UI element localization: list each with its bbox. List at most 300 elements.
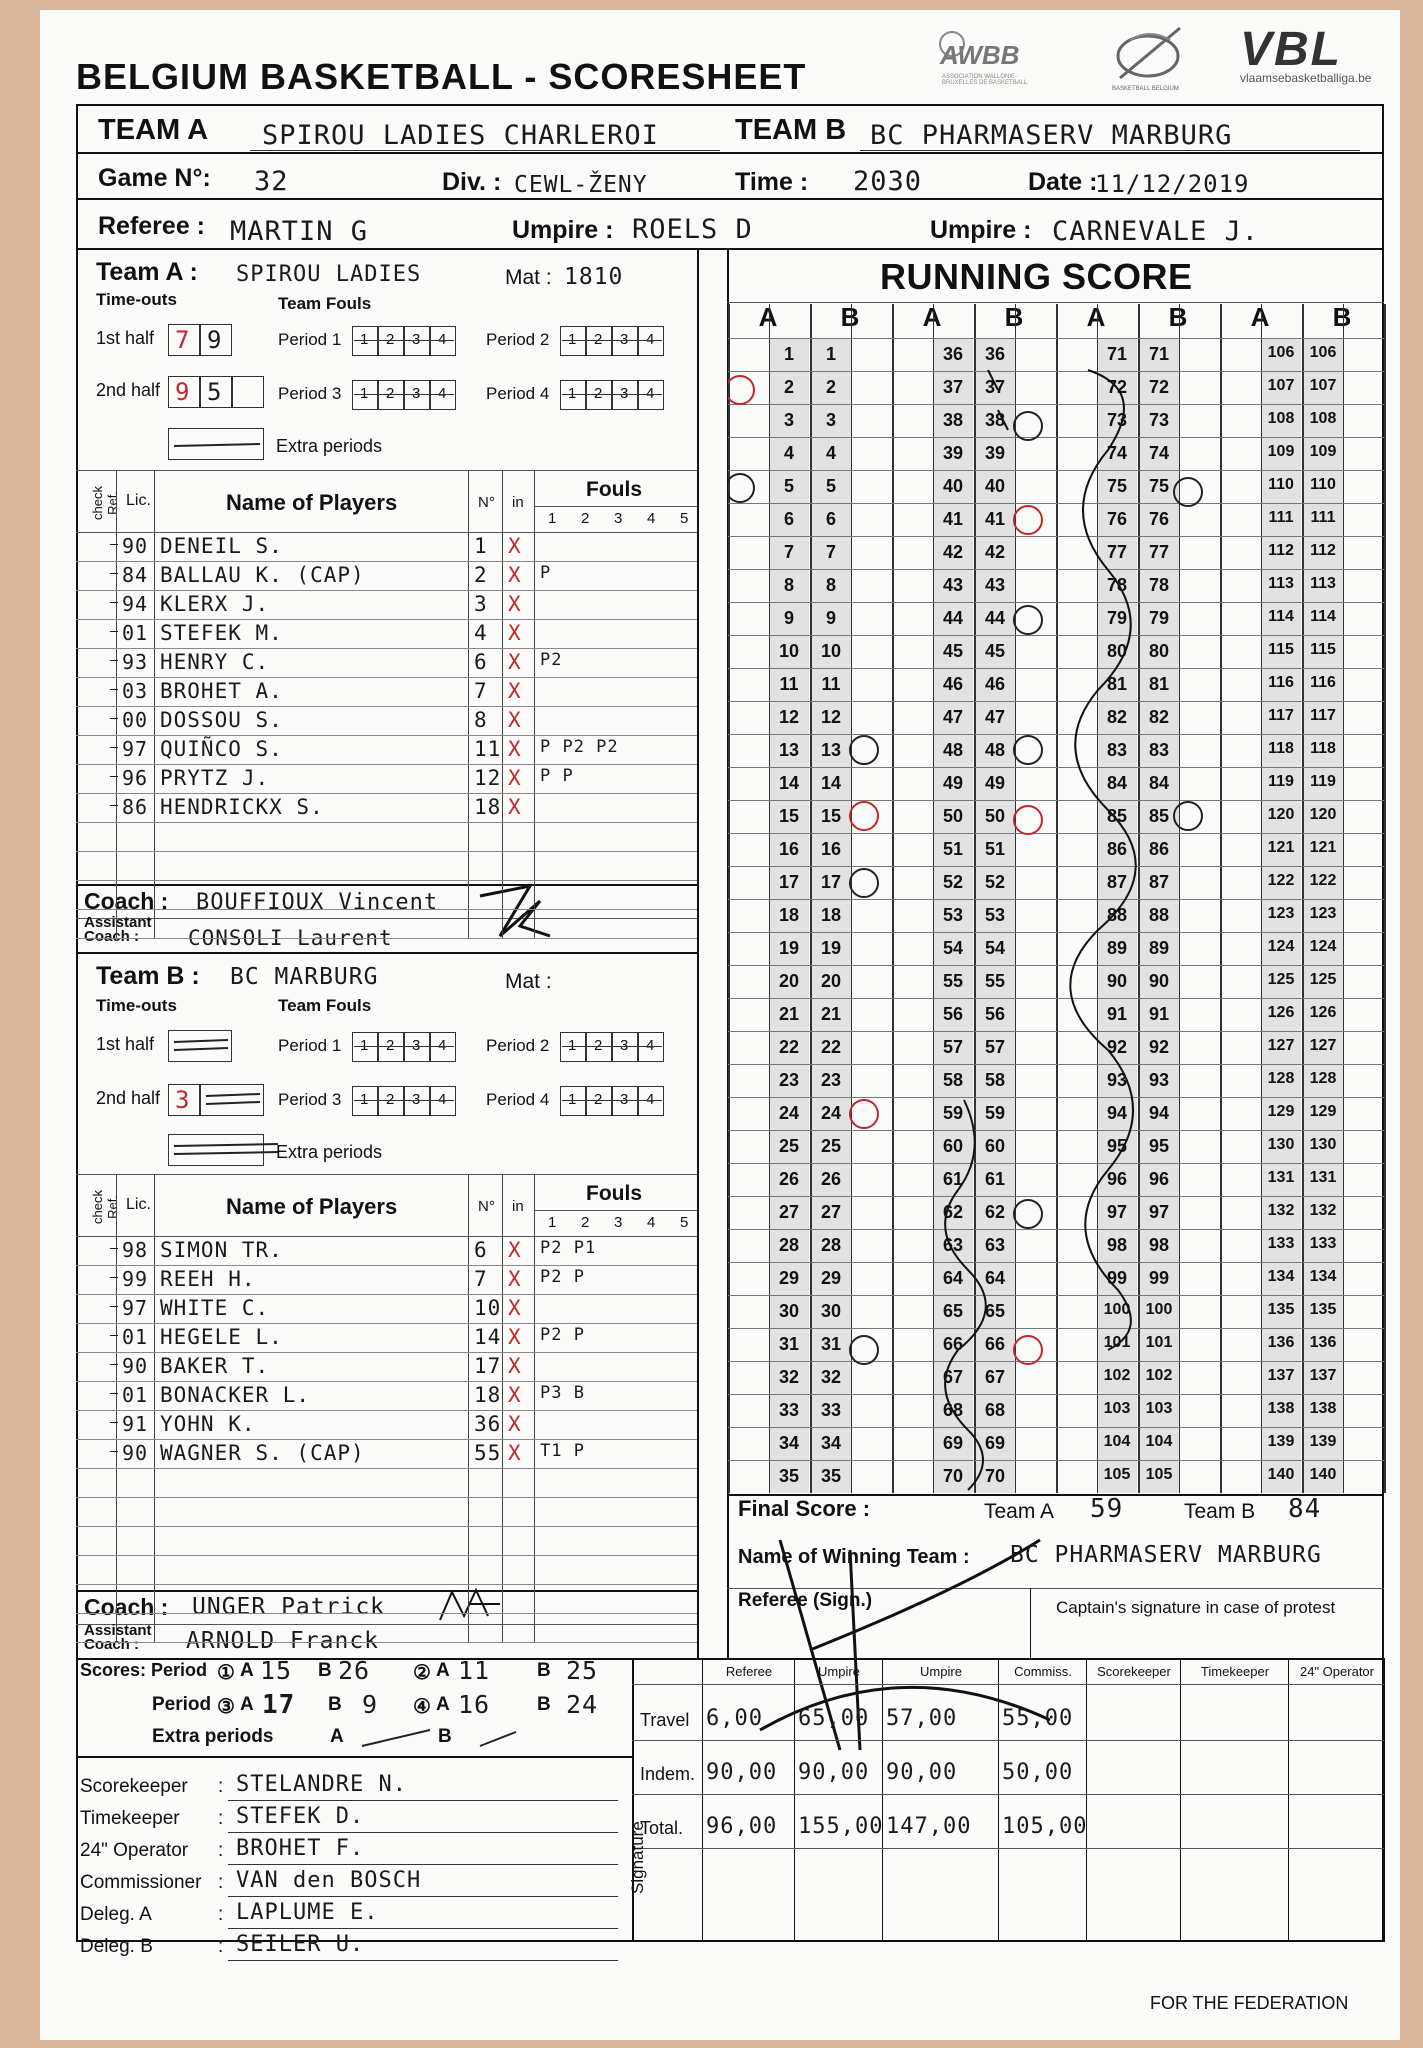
rs-number-b[interactable]: 107 — [1309, 377, 1337, 394]
rs-number-b[interactable]: 67 — [984, 1367, 1006, 1387]
rs-number-a[interactable]: 132 — [1267, 1202, 1295, 1219]
rs-number-b[interactable]: 20 — [820, 971, 842, 991]
rs-number-b[interactable]: 51 — [984, 839, 1006, 859]
rs-number-a[interactable]: 105 — [1103, 1466, 1131, 1483]
rs-number-a[interactable]: 136 — [1267, 1334, 1295, 1351]
rs-number-a[interactable]: 69 — [942, 1433, 964, 1453]
rs-number-b[interactable]: 118 — [1310, 740, 1336, 757]
rs-number-b[interactable]: 120 — [1309, 806, 1337, 823]
rs-number-a[interactable]: 15 — [778, 806, 800, 826]
rs-number-b[interactable]: 35 — [820, 1466, 842, 1486]
rs-number-a[interactable]: 49 — [942, 773, 964, 793]
rs-number-b[interactable]: 70 — [984, 1466, 1006, 1486]
rs-number-b[interactable]: 18 — [820, 905, 842, 925]
rs-number-a[interactable]: 115 — [1268, 641, 1294, 658]
colon: : — [218, 1872, 224, 1893]
player-fouls: P — [540, 563, 552, 583]
rs-number-a[interactable]: 94 — [1106, 1103, 1128, 1123]
rs-number-a[interactable]: 133 — [1267, 1235, 1295, 1252]
rs-number-a[interactable]: 124 — [1267, 938, 1295, 955]
rs-number-a[interactable]: 80 — [1106, 641, 1128, 661]
rs-number-a[interactable]: 21 — [778, 1004, 800, 1024]
rs-number-b[interactable]: 126 — [1309, 1004, 1337, 1021]
rs-number-b[interactable]: 85 — [1148, 806, 1170, 826]
rs-number-b[interactable]: 111 — [1310, 509, 1336, 526]
rs-number-a[interactable]: 61 — [942, 1169, 964, 1189]
rs-number-b[interactable]: 116 — [1310, 674, 1336, 691]
rs-number-b[interactable]: 52 — [984, 872, 1006, 892]
rs-number-a[interactable]: 35 — [778, 1466, 800, 1486]
rs-number-a[interactable]: 138 — [1267, 1400, 1295, 1417]
rs-number-a[interactable]: 129 — [1267, 1103, 1295, 1120]
rs-number-b[interactable]: 21 — [820, 1004, 842, 1024]
rs-number-a[interactable]: 23 — [778, 1070, 800, 1090]
rs-number-a[interactable]: 114 — [1268, 608, 1294, 625]
team-b-period3-label: Period 3 — [278, 1090, 342, 1109]
rs-number-b[interactable]: 19 — [820, 938, 842, 958]
rs-number-a[interactable]: 14 — [778, 773, 800, 793]
rs-number-b[interactable]: 132 — [1309, 1202, 1337, 1219]
rs-number-a[interactable]: 58 — [942, 1070, 964, 1090]
rs-number-b[interactable]: 64 — [984, 1268, 1006, 1288]
rs-number-a[interactable]: 46 — [942, 674, 964, 694]
rs-number-b[interactable]: 138 — [1309, 1400, 1337, 1417]
rs-number-a[interactable]: 89 — [1106, 938, 1128, 958]
rs-number-a[interactable]: 84 — [1106, 773, 1128, 793]
timeout-box[interactable] — [200, 324, 232, 356]
rs-number-a[interactable]: 106 — [1267, 344, 1295, 361]
rs-number-a[interactable]: 117 — [1268, 707, 1294, 724]
rs-number-a[interactable]: 9 — [783, 608, 794, 628]
rs-number-a[interactable]: 64 — [942, 1268, 964, 1288]
rs-number-a[interactable]: 96 — [1106, 1169, 1128, 1189]
rs-number-b[interactable]: 98 — [1148, 1235, 1170, 1255]
rs-number-b[interactable]: 27 — [820, 1202, 842, 1222]
rs-number-a[interactable]: 62 — [942, 1202, 964, 1222]
rs-number-a[interactable]: 134 — [1267, 1268, 1295, 1285]
rs-number-b[interactable]: 87 — [1148, 872, 1170, 892]
rs-number-b[interactable]: 95 — [1148, 1136, 1170, 1156]
rs-number-a[interactable]: 68 — [942, 1400, 964, 1420]
team-b-label: TEAM B — [735, 114, 847, 146]
rs-number-a[interactable]: 74 — [1106, 443, 1128, 463]
rs-number-b[interactable]: 110 — [1310, 476, 1336, 493]
rs-number-a[interactable]: 85 — [1106, 806, 1128, 826]
rs-number-b[interactable]: 43 — [984, 575, 1006, 595]
rs-number-b[interactable]: 22 — [820, 1037, 842, 1057]
rs-number-b[interactable]: 39 — [984, 443, 1006, 463]
rs-number-b[interactable]: 89 — [1148, 938, 1170, 958]
rs-number-b[interactable]: 77 — [1148, 542, 1170, 562]
rs-number-a[interactable]: 40 — [942, 476, 964, 496]
player-name: STEFEK M. — [160, 621, 283, 645]
rs-number-a[interactable]: 38 — [942, 410, 964, 430]
rs-number-a[interactable]: 60 — [942, 1136, 964, 1156]
team-foul-number: 3 — [412, 1037, 421, 1054]
rs-number-b[interactable]: 16 — [820, 839, 842, 859]
rs-number-a[interactable]: 139 — [1267, 1433, 1295, 1450]
rs-number-a[interactable]: 28 — [778, 1235, 800, 1255]
rs-number-b[interactable]: 99 — [1148, 1268, 1170, 1288]
rs-number-a[interactable]: 32 — [778, 1367, 800, 1387]
rs-number-b[interactable]: 33 — [820, 1400, 842, 1420]
rs-number-a[interactable]: 120 — [1267, 806, 1295, 823]
date-label: Date : — [1028, 168, 1098, 196]
rs-number-b[interactable]: 140 — [1309, 1466, 1337, 1483]
rs-number-b[interactable]: 66 — [984, 1334, 1006, 1354]
rs-number-b[interactable]: 82 — [1148, 707, 1170, 727]
rs-number-b[interactable]: 41 — [984, 509, 1006, 529]
rs-number-b[interactable]: 127 — [1309, 1037, 1337, 1054]
rs-number-a[interactable]: 7 — [783, 542, 794, 562]
team-b-period4-label: Period 4 — [486, 1090, 550, 1109]
rs-number-a[interactable]: 27 — [778, 1202, 800, 1222]
player-fouls: P2 P — [540, 1325, 585, 1345]
rs-number-a[interactable]: 71 — [1106, 344, 1128, 364]
rs-number-a[interactable]: 53 — [942, 905, 964, 925]
rs-number-b[interactable]: 7 — [825, 542, 836, 562]
rs-number-a[interactable]: 92 — [1106, 1037, 1128, 1057]
rs-number-a[interactable]: 10 — [778, 641, 800, 661]
rs-number-a[interactable]: 77 — [1106, 542, 1128, 562]
rs-number-a[interactable]: 18 — [778, 905, 800, 925]
rs-number-a[interactable]: 90 — [1106, 971, 1128, 991]
rs-number-b[interactable]: 63 — [984, 1235, 1006, 1255]
rs-number-b[interactable]: 56 — [984, 1004, 1006, 1024]
rs-number-b[interactable]: 97 — [1148, 1202, 1170, 1222]
rs-number-b[interactable]: 28 — [820, 1235, 842, 1255]
rs-number-a[interactable]: 97 — [1106, 1202, 1128, 1222]
rs-number-a[interactable]: 126 — [1267, 1004, 1295, 1021]
rs-number-a[interactable]: 110 — [1268, 476, 1294, 493]
rs-number-b[interactable]: 5 — [825, 476, 836, 496]
rs-number-b[interactable]: 133 — [1309, 1235, 1337, 1252]
rs-number-a[interactable]: 30 — [778, 1301, 800, 1321]
rs-number-b[interactable]: 57 — [984, 1037, 1006, 1057]
rs-number-b[interactable]: 32 — [820, 1367, 842, 1387]
rs-number-a[interactable]: 50 — [942, 806, 964, 826]
rs-number-b[interactable]: 119 — [1310, 773, 1336, 790]
rs-number-a[interactable]: 99 — [1106, 1268, 1128, 1288]
rs-number-a[interactable]: 57 — [942, 1037, 964, 1057]
rs-number-b[interactable]: 26 — [820, 1169, 842, 1189]
rs-number-a[interactable]: 112 — [1268, 542, 1294, 559]
rs-number-b[interactable]: 122 — [1309, 872, 1337, 889]
rs-number-a[interactable]: 3 — [783, 410, 794, 430]
rs-number-b[interactable]: 8 — [825, 575, 836, 595]
rs-number-a[interactable]: 43 — [942, 575, 964, 595]
rs-number-a[interactable]: 54 — [942, 938, 964, 958]
rs-number-a[interactable]: 130 — [1267, 1136, 1295, 1153]
rs-number-b[interactable]: 31 — [820, 1334, 842, 1354]
rs-number-b[interactable]: 68 — [984, 1400, 1006, 1420]
rs-number-b[interactable]: 76 — [1148, 509, 1170, 529]
rs-number-b[interactable]: 62 — [984, 1202, 1006, 1222]
rs-number-b[interactable]: 25 — [820, 1136, 842, 1156]
rs-number-b[interactable]: 88 — [1148, 905, 1170, 925]
rs-number-b[interactable]: 128 — [1309, 1070, 1337, 1087]
rs-number-b[interactable]: 55 — [984, 971, 1006, 991]
rs-number-b[interactable]: 46 — [984, 674, 1006, 694]
rs-number-a[interactable]: 48 — [942, 740, 964, 760]
rs-number-a[interactable]: 70 — [942, 1466, 964, 1486]
rs-number-b[interactable]: 137 — [1309, 1367, 1337, 1384]
rs-number-a[interactable]: 5 — [783, 476, 794, 496]
rs-number-b[interactable]: 61 — [984, 1169, 1006, 1189]
rs-number-b[interactable]: 131 — [1309, 1169, 1337, 1186]
rs-number-b[interactable]: 105 — [1145, 1466, 1173, 1483]
rs-number-a[interactable]: 67 — [942, 1367, 964, 1387]
rs-number-b[interactable]: 2 — [825, 377, 836, 397]
rs-number-a[interactable]: 79 — [1106, 608, 1128, 628]
rs-number-a[interactable]: 131 — [1267, 1169, 1295, 1186]
rs-number-b[interactable]: 50 — [984, 806, 1006, 826]
rs-number-b[interactable]: 74 — [1148, 443, 1170, 463]
rs-number-a[interactable]: 22 — [778, 1037, 800, 1057]
timeout-box[interactable] — [200, 376, 232, 408]
rs-number-a[interactable]: 47 — [942, 707, 964, 727]
rs-number-b[interactable]: 94 — [1148, 1103, 1170, 1123]
rs-number-a[interactable]: 87 — [1106, 872, 1128, 892]
rs-number-a[interactable]: 19 — [778, 938, 800, 958]
rs-number-b[interactable]: 121 — [1309, 839, 1337, 856]
rs-number-a[interactable]: 66 — [942, 1334, 964, 1354]
rs-number-a[interactable]: 17 — [778, 872, 800, 892]
rs-number-b[interactable]: 130 — [1309, 1136, 1337, 1153]
timeout-box[interactable] — [232, 376, 264, 408]
rs-number-a[interactable]: 2 — [783, 377, 794, 397]
rs-number-b[interactable]: 49 — [984, 773, 1006, 793]
rs-number-b[interactable]: 1 — [825, 344, 836, 364]
rs-number-b[interactable]: 125 — [1309, 971, 1337, 988]
rs-number-b[interactable]: 123 — [1309, 905, 1337, 922]
check-ref-label: check Ref. — [90, 1190, 120, 1224]
rs-number-a[interactable]: 6 — [783, 509, 794, 529]
rs-number-a[interactable]: 119 — [1268, 773, 1294, 790]
rs-number-b[interactable]: 139 — [1309, 1433, 1337, 1450]
rs-number-a[interactable]: 20 — [778, 971, 800, 991]
rs-number-a[interactable]: 26 — [778, 1169, 800, 1189]
rs-number-b[interactable]: 75 — [1148, 476, 1170, 496]
rs-number-b[interactable]: 93 — [1148, 1070, 1170, 1090]
rs-number-b[interactable]: 124 — [1309, 938, 1337, 955]
rs-number-b[interactable]: 136 — [1309, 1334, 1337, 1351]
rs-number-b[interactable]: 40 — [984, 476, 1006, 496]
rs-number-b[interactable]: 30 — [820, 1301, 842, 1321]
rs-number-a[interactable]: 86 — [1106, 839, 1128, 859]
rs-number-b[interactable]: 134 — [1309, 1268, 1337, 1285]
rs-number-b[interactable]: 84 — [1148, 773, 1170, 793]
rs-number-a[interactable]: 73 — [1106, 410, 1128, 430]
rs-number-a[interactable]: 39 — [942, 443, 964, 463]
team-foul-number: 1 — [568, 385, 577, 402]
rs-number-b[interactable]: 13 — [820, 740, 842, 760]
rs-number-b[interactable]: 3 — [825, 410, 836, 430]
rs-number-a[interactable]: 113 — [1268, 575, 1294, 592]
rs-number-b[interactable]: 15 — [820, 806, 842, 826]
rs-number-a[interactable]: 88 — [1106, 905, 1128, 925]
rs-number-b[interactable]: 34 — [820, 1433, 842, 1453]
rs-number-a[interactable]: 100 — [1103, 1301, 1131, 1318]
rs-number-b[interactable]: 112 — [1310, 542, 1336, 559]
rs-number-a[interactable]: 128 — [1267, 1070, 1295, 1087]
rs-number-b[interactable]: 103 — [1145, 1400, 1173, 1417]
rs-number-a[interactable]: 103 — [1103, 1400, 1131, 1417]
rs-number-a[interactable]: 83 — [1106, 740, 1128, 760]
rs-number-a[interactable]: 107 — [1267, 377, 1295, 394]
rs-number-b[interactable]: 71 — [1148, 344, 1170, 364]
rs-number-b[interactable]: 4 — [825, 443, 836, 463]
rs-number-a[interactable]: 118 — [1268, 740, 1294, 757]
rs-number-a[interactable]: 56 — [942, 1004, 964, 1024]
rs-number-b[interactable]: 65 — [984, 1301, 1006, 1321]
rs-number-b[interactable]: 108 — [1309, 410, 1337, 427]
rs-number-b[interactable]: 11 — [821, 674, 841, 694]
rs-number-b[interactable]: 29 — [820, 1268, 842, 1288]
rs-number-a[interactable]: 125 — [1267, 971, 1295, 988]
rs-number-a[interactable]: 82 — [1106, 707, 1128, 727]
rs-number-a[interactable]: 116 — [1268, 674, 1294, 691]
rs-number-a[interactable]: 37 — [942, 377, 964, 397]
rs-number-a[interactable]: 13 — [778, 740, 800, 760]
rs-number-a[interactable]: 33 — [778, 1400, 800, 1420]
rs-number-b[interactable]: 92 — [1148, 1037, 1170, 1057]
rs-number-b[interactable]: 10 — [820, 641, 842, 661]
rs-number-a[interactable]: 45 — [942, 641, 964, 661]
team-b-asst-label: Assistant Coach : — [84, 1622, 152, 1653]
player-no: 10 — [474, 1296, 502, 1320]
rs-number-a[interactable]: 104 — [1103, 1433, 1131, 1450]
rs-number-b[interactable]: 81 — [1148, 674, 1170, 694]
rs-number-a[interactable]: 11 — [779, 674, 799, 694]
rs-number-a[interactable]: 140 — [1267, 1466, 1295, 1483]
rs-number-a[interactable]: 31 — [778, 1334, 800, 1354]
rs-number-b[interactable]: 53 — [984, 905, 1006, 925]
rs-number-a[interactable]: 72 — [1106, 377, 1128, 397]
rs-number-b[interactable]: 38 — [984, 410, 1006, 430]
rs-number-a[interactable]: 24 — [778, 1103, 800, 1123]
rs-number-b[interactable]: 24 — [820, 1103, 842, 1123]
rs-number-b[interactable]: 58 — [984, 1070, 1006, 1090]
rs-number-b[interactable]: 73 — [1148, 410, 1170, 430]
rs-number-a[interactable]: 44 — [942, 608, 964, 628]
rs-number-a[interactable]: 4 — [783, 443, 794, 463]
rs-number-b[interactable]: 80 — [1148, 641, 1170, 661]
rs-number-a[interactable]: 25 — [778, 1136, 800, 1156]
rs-number-a[interactable]: 78 — [1106, 575, 1128, 595]
rs-number-b[interactable]: 102 — [1145, 1367, 1173, 1384]
rs-number-b[interactable]: 72 — [1148, 377, 1170, 397]
rs-number-b[interactable]: 78 — [1148, 575, 1170, 595]
rs-number-a[interactable]: 98 — [1106, 1235, 1128, 1255]
rs-number-a[interactable]: 16 — [778, 839, 800, 859]
rs-number-a[interactable]: 36 — [942, 344, 964, 364]
rs-number-b[interactable]: 113 — [1310, 575, 1336, 592]
rs-number-b[interactable]: 96 — [1148, 1169, 1170, 1189]
rs-number-a[interactable]: 93 — [1106, 1070, 1128, 1090]
rs-number-b[interactable]: 6 — [825, 509, 836, 529]
rs-number-b[interactable]: 100 — [1145, 1301, 1173, 1318]
rs-number-a[interactable]: 137 — [1267, 1367, 1295, 1384]
rs-number-b[interactable]: 135 — [1309, 1301, 1337, 1318]
rs-number-a[interactable]: 12 — [778, 707, 800, 727]
rs-number-a[interactable]: 135 — [1267, 1301, 1295, 1318]
rs-number-b[interactable]: 45 — [984, 641, 1006, 661]
rs-number-a[interactable]: 42 — [942, 542, 964, 562]
rs-number-b[interactable]: 12 — [820, 707, 842, 727]
rs-number-b[interactable]: 42 — [984, 542, 1006, 562]
rs-number-b[interactable]: 48 — [984, 740, 1006, 760]
rs-number-a[interactable]: 127 — [1267, 1037, 1295, 1054]
rs-number-b[interactable]: 115 — [1310, 641, 1336, 658]
rs-number-b[interactable]: 106 — [1309, 344, 1337, 361]
rs-number-b[interactable]: 54 — [984, 938, 1006, 958]
rs-number-b[interactable]: 17 — [820, 872, 842, 892]
timeout-box[interactable] — [168, 1084, 200, 1116]
rs-number-b[interactable]: 69 — [984, 1433, 1006, 1453]
rs-number-a[interactable]: 52 — [942, 872, 964, 892]
rs-number-b[interactable]: 79 — [1148, 608, 1170, 628]
rs-number-a[interactable]: 29 — [778, 1268, 800, 1288]
rs-number-a[interactable]: 111 — [1268, 509, 1294, 526]
rs-number-a[interactable]: 108 — [1267, 410, 1295, 427]
rs-number-b[interactable]: 60 — [984, 1136, 1006, 1156]
rs-number-a[interactable]: 41 — [942, 509, 964, 529]
rs-number-a[interactable]: 102 — [1103, 1367, 1131, 1384]
rs-number-a[interactable]: 55 — [942, 971, 964, 991]
rs-number-a[interactable]: 121 — [1267, 839, 1295, 856]
rs-number-b[interactable]: 23 — [820, 1070, 842, 1090]
rs-number-a[interactable]: 63 — [942, 1235, 964, 1255]
rs-number-b[interactable]: 104 — [1145, 1433, 1173, 1450]
rs-number-b[interactable]: 90 — [1148, 971, 1170, 991]
rs-number-b[interactable]: 109 — [1309, 443, 1337, 460]
rs-number-a[interactable]: 75 — [1106, 476, 1128, 496]
rs-number-b[interactable]: 59 — [984, 1103, 1006, 1123]
rs-number-b[interactable]: 9 — [825, 608, 836, 628]
rs-number-b[interactable]: 91 — [1148, 1004, 1170, 1024]
rs-number-a[interactable]: 51 — [942, 839, 964, 859]
rs-number-a[interactable]: 91 — [1106, 1004, 1128, 1024]
rs-number-b[interactable]: 129 — [1309, 1103, 1337, 1120]
rs-number-a[interactable]: 95 — [1106, 1136, 1128, 1156]
rs-number-b[interactable]: 117 — [1310, 707, 1336, 724]
rs-number-b[interactable]: 86 — [1148, 839, 1170, 859]
rs-number-b[interactable]: 44 — [984, 608, 1006, 628]
player-in: X — [508, 650, 521, 674]
rs-number-a[interactable]: 81 — [1106, 674, 1128, 694]
rs-number-a[interactable]: 122 — [1267, 872, 1295, 889]
rs-number-a[interactable]: 76 — [1106, 509, 1128, 529]
rs-number-b[interactable]: 37 — [984, 377, 1006, 397]
rs-number-b[interactable]: 47 — [984, 707, 1006, 727]
rs-number-a[interactable]: 123 — [1267, 905, 1295, 922]
rs-number-b[interactable]: 83 — [1148, 740, 1170, 760]
rs-number-a[interactable]: 65 — [942, 1301, 964, 1321]
rs-number-a[interactable]: 59 — [942, 1103, 964, 1123]
rs-number-b[interactable]: 114 — [1310, 608, 1336, 625]
rs-number-a[interactable]: 109 — [1267, 443, 1295, 460]
timeout-box[interactable] — [168, 324, 200, 356]
rs-number-b[interactable]: 36 — [984, 344, 1006, 364]
rs-number-b[interactable]: 14 — [820, 773, 842, 793]
rs-number-a[interactable]: 1 — [783, 344, 794, 364]
rs-number-a[interactable]: 8 — [783, 575, 794, 595]
timeout-box[interactable] — [168, 376, 200, 408]
rs-number-a[interactable]: 34 — [778, 1433, 800, 1453]
rs-number-b[interactable]: 101 — [1145, 1334, 1173, 1351]
rs-number-a[interactable]: 101 — [1103, 1334, 1131, 1351]
